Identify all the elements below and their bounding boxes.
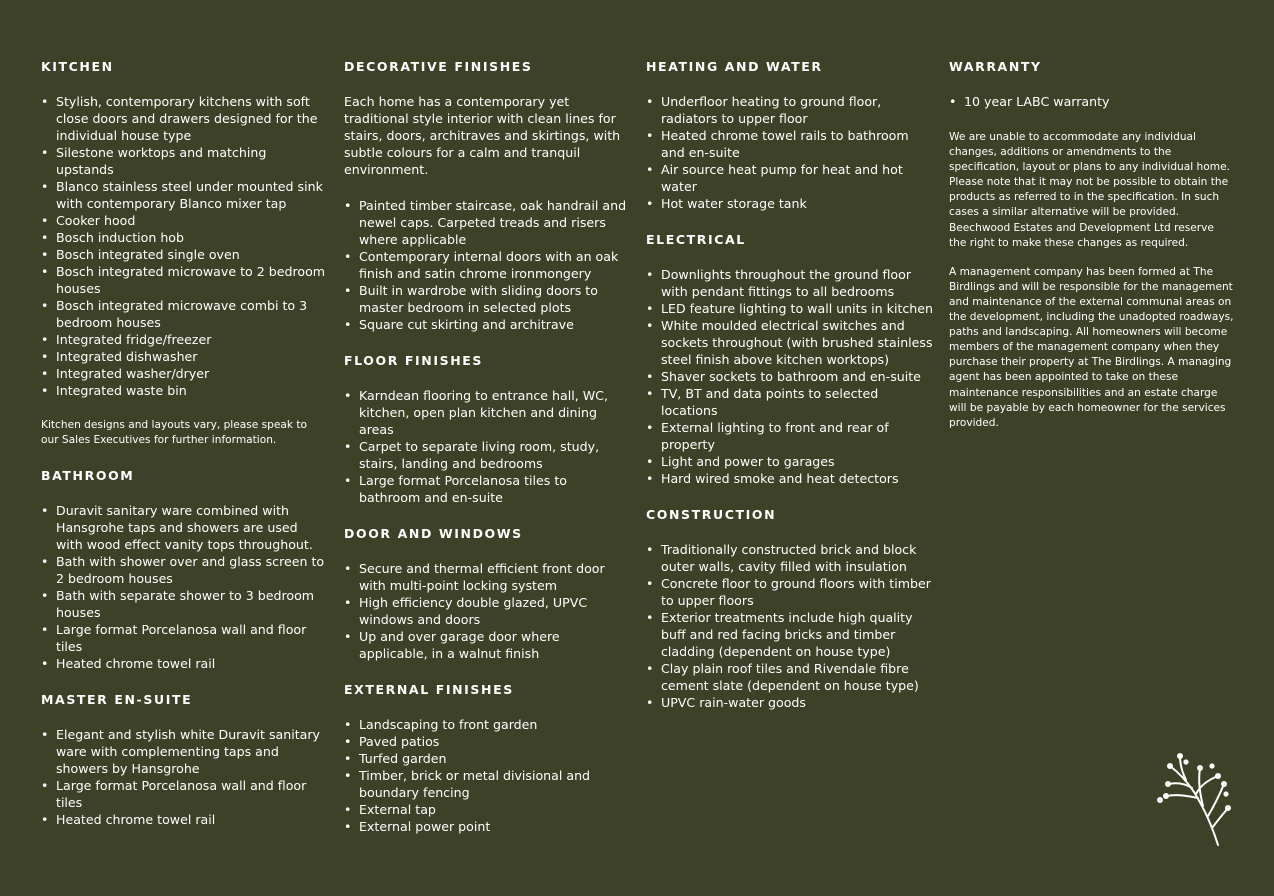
list-item: • Shaver sockets to bathroom and en-suite	[646, 368, 936, 385]
list-item: • Integrated dishwasher	[41, 348, 326, 365]
list-item: • Bosch induction hob	[41, 229, 326, 246]
list-item: • High efficiency double glazed, UPVC windows and doors	[344, 594, 632, 628]
electrical-heading: ELECTRICAL	[646, 232, 746, 247]
list-item: • Contemporary internal doors with an oak finish and satin chrome ironmongery	[344, 248, 632, 282]
list-item: • Traditionally constructed brick and block outer walls, cavity filled with insulation	[646, 541, 936, 575]
column-1	[41, 58, 326, 847]
list-item: • External power point	[344, 818, 632, 835]
list-item: • White moulded electrical switches and sockets throughout (with brushed stainless steel finish above kitchen worktops)	[646, 317, 936, 368]
list-item: • Square cut skirting and architrave	[344, 316, 632, 333]
list-item: • Blanco stainless steel under mounted sink with contemporary Blanco mixer tap	[41, 178, 326, 212]
list-item: • UPVC rain-water goods	[646, 694, 936, 711]
list-item: • Integrated fridge/freezer	[41, 331, 326, 348]
construction-list	[646, 541, 936, 711]
list-item: • Painted timber staircase, oak handrail and newel caps. Carpeted treads and risers where applicable	[344, 197, 632, 248]
list-item: • 10 year LABC warranty	[949, 93, 1234, 110]
master-ensuite-heading: MASTER EN-SUITE	[41, 692, 193, 708]
master-ensuite-list	[41, 726, 326, 828]
list-item: • Stylish, contemporary kitchens with soft close doors and drawers designed for the individual house type	[41, 93, 326, 144]
column-4	[949, 58, 1234, 445]
list-item: • Bath with separate shower to 3 bedroom houses	[41, 587, 326, 621]
list-item: • Turfed garden	[344, 750, 632, 767]
list-item: • External lighting to front and rear of property	[646, 419, 936, 453]
kitchen-heading: KITCHEN	[41, 59, 114, 74]
disclaimer-paragraph: We are unable to accommodate any individual changes, additions or amendments to the specification, layout or plans to any individual home. Please note that it may not be possible to obtain the products as referred to in the specification. In such cases a similar alternative will be provided. Beechwood Estates and Development Ltd reserve the right to make these changes as required.	[949, 131, 1230, 249]
sprig-icon	[1156, 748, 1232, 848]
list-item: • Elegant and stylish white Duravit sanitary ware with complementing taps and showers by Hansgrohe	[41, 726, 326, 777]
list-item: • Paved patios	[344, 733, 632, 750]
construction-heading: CONSTRUCTION	[646, 507, 777, 522]
kitchen-note: Kitchen designs and layouts vary, please speak to our Sales Executives for further information.	[41, 419, 308, 447]
list-item: • Karndean flooring to entrance hall, WC, kitchen, open plan kitchen and dining areas	[344, 387, 632, 438]
list-item: • TV, BT and data points to selected locations	[646, 385, 936, 419]
list-item: • Silestone worktops and matching upstands	[41, 144, 326, 178]
list-item: • Heated chrome towel rail	[41, 655, 326, 672]
list-item: • Timber, brick or metal divisional and boundary fencing	[344, 767, 632, 801]
decorative-list	[344, 197, 632, 333]
list-item: • Secure and thermal efficient front door with multi-point locking system	[344, 560, 632, 594]
list-item: • Light and power to garages	[646, 453, 936, 470]
floor-list	[344, 387, 632, 506]
list-item: • External tap	[344, 801, 632, 818]
list-item: • Integrated washer/dryer	[41, 365, 326, 382]
list-item: • Hard wired smoke and heat detectors	[646, 470, 936, 487]
list-item: • Landscaping to front garden	[344, 716, 632, 733]
list-item: • Concrete floor to ground floors with timber to upper floors	[646, 575, 936, 609]
external-heading: EXTERNAL FINISHES	[344, 682, 514, 697]
external-list	[344, 716, 632, 835]
bathroom-list	[41, 502, 326, 672]
bathroom-heading: BATHROOM	[41, 468, 135, 484]
floor-heading: FLOOR FINISHES	[344, 353, 483, 368]
column-2	[344, 58, 632, 854]
electrical-list	[646, 266, 936, 487]
warranty-list	[949, 93, 1234, 110]
list-item: • Carpet to separate living room, study, stairs, landing and bedrooms	[344, 438, 632, 472]
list-item: • Built in wardrobe with sliding doors to master bedroom in selected plots	[344, 282, 632, 316]
list-item: • LED feature lighting to wall units in kitchen	[646, 300, 936, 317]
doors-list	[344, 560, 632, 662]
list-item: • Integrated waste bin	[41, 382, 326, 399]
list-item: • Up and over garage door where applicable, in a walnut finish	[344, 628, 632, 662]
list-item: • Exterior treatments include high quality buff and red facing bricks and timber cladding (dependent on house type)	[646, 609, 936, 660]
list-item: • Bosch integrated single oven	[41, 246, 326, 263]
doors-heading: DOOR AND WINDOWS	[344, 526, 523, 541]
management-paragraph: A management company has been formed at The Birdlings and will be responsible for the management and maintenance of the external communal areas on the development, including the unadopted roadways, paths and landscaping. All homeowners will become members of the management company when they purchase their property at The Birdlings. A managing agent has been appointed to take on these maintenance responsibilities and an estate charge will be payable by each homeowner for the services provided.	[949, 265, 1234, 429]
decorative-heading: DECORATIVE FINISHES	[344, 59, 533, 74]
list-item: • Bosch integrated microwave to 2 bedroom houses	[41, 263, 326, 297]
list-item: • Cooker hood	[41, 212, 326, 229]
list-item: • Bosch integrated microwave combi to 3 bedroom houses	[41, 297, 326, 331]
heating-heading: HEATING AND WATER	[646, 59, 823, 74]
list-item: • Hot water storage tank	[646, 195, 936, 212]
list-item: • Large format Porcelanosa wall and floor tiles	[41, 621, 326, 655]
heating-list	[646, 93, 936, 212]
list-item: • Heated chrome towel rail	[41, 811, 326, 828]
list-item: • Heated chrome towel rails to bathroom and en-suite	[646, 127, 936, 161]
decorative-intro: Each home has a contemporary yet traditional style interior with clean lines for stairs, doors, architraves and skirtings, with subtle colours for a calm and tranquil environment.	[344, 94, 621, 177]
list-item: • Duravit sanitary ware combined with Hansgrohe taps and showers are used with wood effect vanity tops throughout.	[41, 502, 326, 553]
column-3	[646, 58, 936, 730]
warranty-heading: WARRANTY	[949, 59, 1042, 74]
list-item: • Bath with shower over and glass screen to 2 bedroom houses	[41, 553, 326, 587]
list-item: • Large format Porcelanosa wall and floor tiles	[41, 777, 326, 811]
list-item: • Clay plain roof tiles and Rivendale fibre cement slate (dependent on house type)	[646, 660, 936, 694]
kitchen-list	[41, 93, 326, 399]
list-item: • Large format Porcelanosa tiles to bathroom and en-suite	[344, 472, 632, 506]
list-item: • Air source heat pump for heat and hot water	[646, 161, 936, 195]
list-item: • Downlights throughout the ground floor with pendant fittings to all bedrooms	[646, 266, 936, 300]
list-item: • Underfloor heating to ground floor, radiators to upper floor	[646, 93, 936, 127]
